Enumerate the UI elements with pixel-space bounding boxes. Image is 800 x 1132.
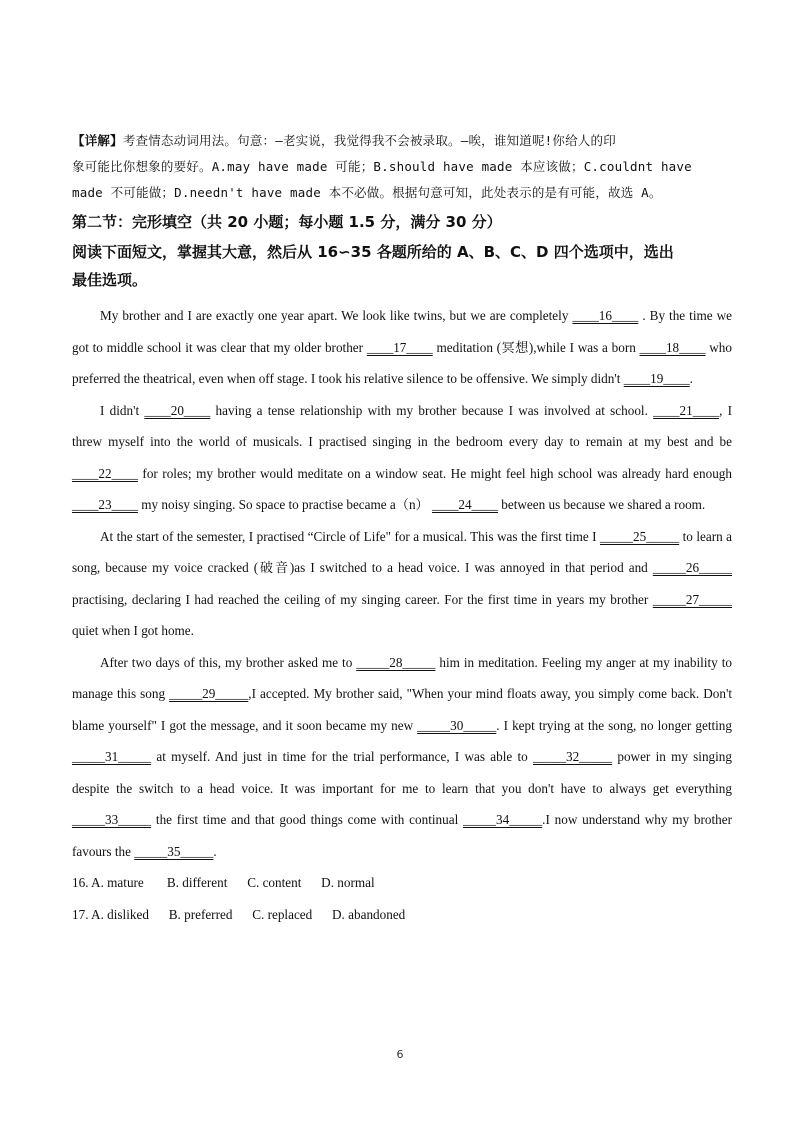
options-question-16: 16. A. mature B. different C. content D. normal <box>72 875 375 890</box>
blank-28: _____28_____ <box>356 654 436 670</box>
passage-paragraph-1: My brother and I are exactly one year apart. We look like twins, but we are completely ____16____ . By the time we got to middle school it was clear that my older brother ____17____ meditation (冥想),while I was a born ____18____ who preferred the theatrical, even when off stage. I took his relative silence to be offensive. We simply didn't ____19____. <box>72 308 732 386</box>
explanation-line-3: made 不可能做；D.needn't have made 本不必做。根据句意可知，此处表示的是有可能，故选 A。 <box>72 185 662 200</box>
passage-paragraph-3: At the start of the semester, I practised “Circle of Life" for a musical. This was the first time I _____25_____ to learn a song, because my voice cracked (破音)as I switched to a head voice. I was annoyed in that period and _____26_____ practising, declaring I had reached the ceiling of my singing career. For the first time in years my brother _____27_____ quiet when I got home. <box>72 528 732 638</box>
blank-16: ____16____ <box>572 308 639 323</box>
passage-paragraph-2: I didn't ____20____ having a tense relationship with my brother because I was involved at school. ____21____, I threw myself into the world of musicals. I practised singing in the bedroom every day to remain at my best and be ____22____ for roles; my brother would meditate on a window seat. He might feel high school was already hard enough ____23____ my noisy singing. So space to practise became a（n） ____24____ between us because we shared a room. <box>72 402 732 512</box>
blank-31: _____31_____ <box>72 749 152 764</box>
blank-21: ____21____ <box>653 402 720 418</box>
blank-23: ____23____ <box>72 497 138 512</box>
blank-20: ____20____ <box>144 402 211 418</box>
blank-22: ____22____ <box>72 465 138 481</box>
explanation-tag: 【详解】 <box>72 133 123 148</box>
blank-33: _____33_____ <box>72 812 152 827</box>
blank-19: ____19____ <box>623 371 690 386</box>
blank-29: _____29_____ <box>169 686 249 701</box>
answer-explanation <box>72 128 732 206</box>
blank-34: _____34_____ <box>463 812 543 827</box>
options-question-17: 17. A. disliked B. preferred C. replaced D. abandoned <box>72 906 406 922</box>
blank-18: ____18____ <box>639 339 706 355</box>
blank-32: _____32_____ <box>533 749 613 764</box>
explanation-line-1: 【详解】考查情态动词用法。句意：—老实说，我觉得我不会被录取。—唉，谁知道呢!你给人的印 <box>72 133 616 148</box>
blank-35: _____35_____ <box>134 843 214 859</box>
blank-26: _____26_____ <box>652 560 732 575</box>
page-number: 6 <box>396 1048 404 1061</box>
passage-paragraph-4: After two days of this, my brother asked me to _____28_____ him in meditation. Feeling my anger at my inability to manage this song _____29_____,I accepted. My brother said, "When your mind floats away, you simply come back. Don't blame yourself" I got the message, and it soon became my new _____30_____. I kept trying at the song, no longer getting _____31_____ at myself. And just in time for the trial performance, I was able to _____32_____ power in my singing despite the switch to a head voice. It was important for me to learn that you don't have to always get everything _____33_____ the first time and that good things come with continual _____34_____.I now understand why my brother favours the _____35_____. <box>72 654 732 859</box>
blank-25: _____25_____ <box>600 528 680 544</box>
explanation-line-2: 象可能比你想象的要好。A.may have made 可能；B.should have made 本应该做；C.couldnt have <box>72 159 692 174</box>
instructions: 阅读下面短文，掌握其大意，然后从 16∽35 各题所给的 A、B、C、D 四个选项中，选出 最佳选项。 <box>72 243 674 289</box>
blank-17: ____17____ <box>366 339 433 355</box>
section-title: 第二节：完形填空（共 20 小题；每小题 1.5 分，满分 30 分） <box>72 213 502 231</box>
blank-27: _____27_____ <box>652 591 732 607</box>
blank-24: ____24____ <box>432 497 498 512</box>
blank-30: _____30_____ <box>417 717 497 733</box>
document-page <box>72 128 732 930</box>
